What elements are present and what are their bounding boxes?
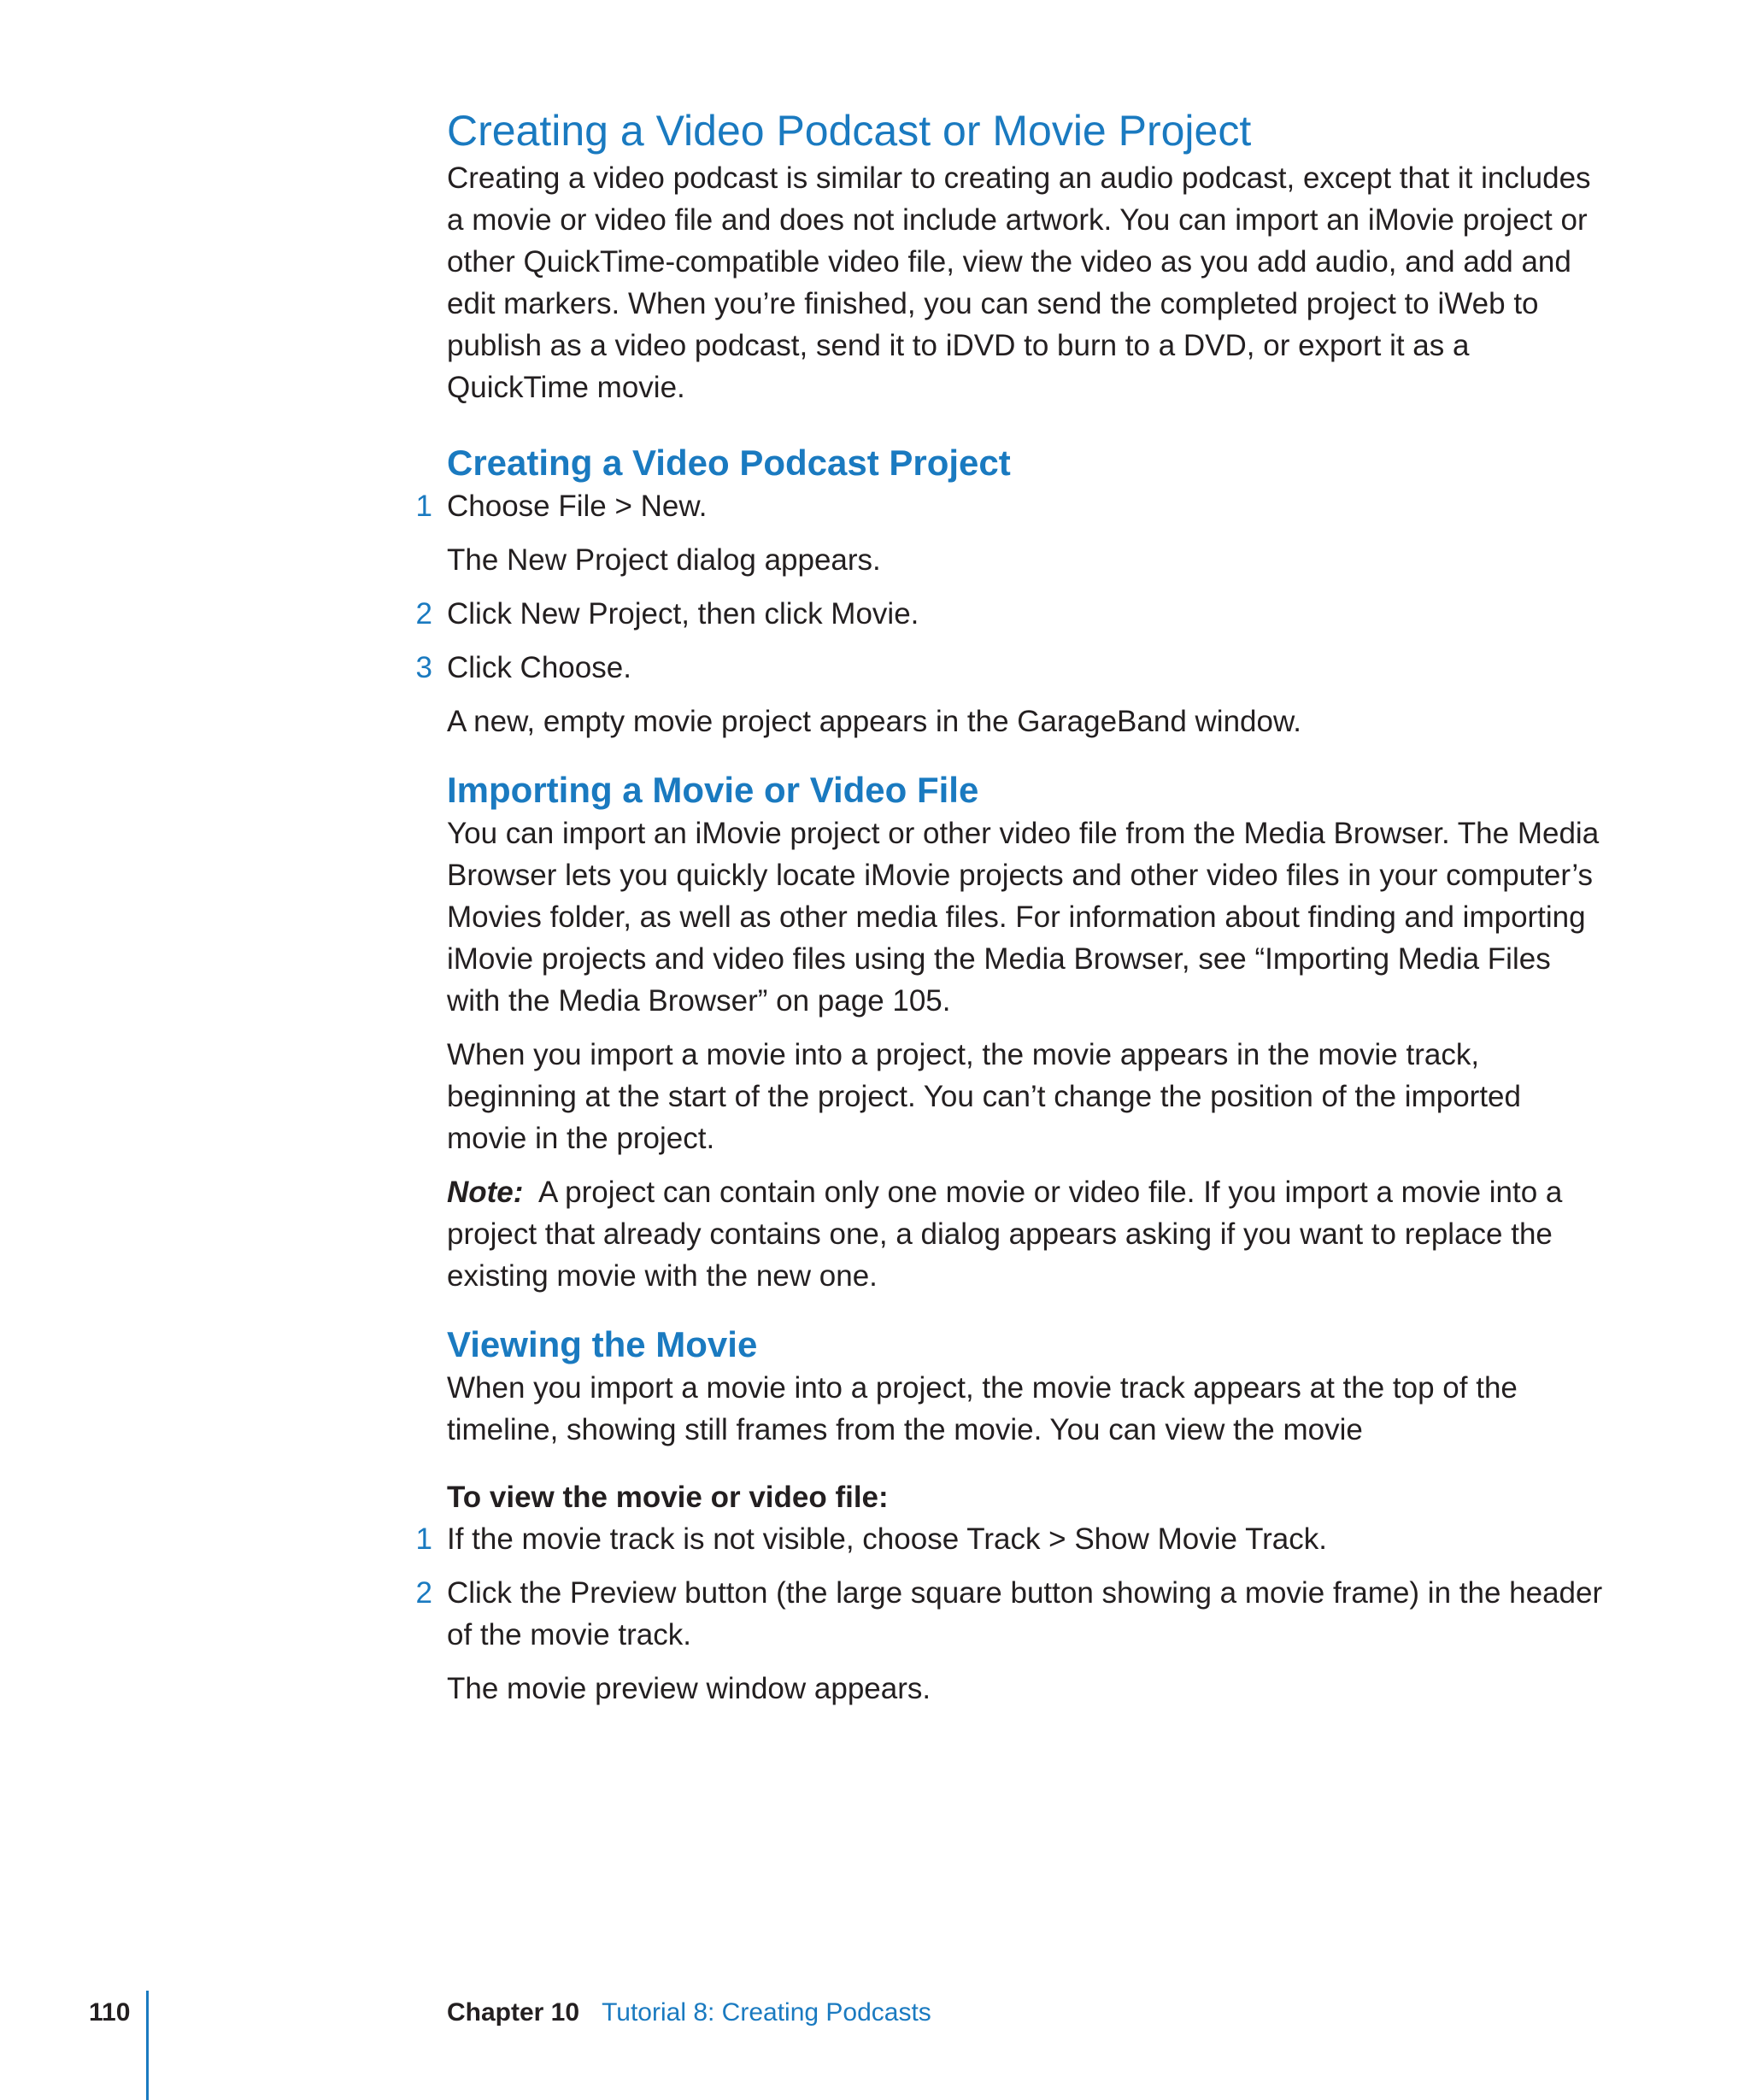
step-item (415, 647, 1609, 689)
content-column (415, 104, 1609, 1710)
step-number: 1 (415, 490, 432, 523)
step-text: Click New Project, then click Movie. (447, 597, 919, 631)
step-result: A new, empty movie project appears in the GarageBand window. (447, 705, 1302, 738)
import-paragraph: You can import an iMovie project or other video file from the Media Browser. The Media Browser lets you quickly locate iMovie projects and other video files in your computer’s Movies folder, as well as other media files. For information about finding and importing iMovie projects and video files using the Media Browser, see “Importing Media Files with the Media Browser” on page 105. (447, 817, 1600, 1018)
intro-paragraph: Creating a video podcast is similar to creating an audio podcast, except that it includes a movie or video file and does not include artwork. You can import an iMovie project or other QuickTime-compatible video file, view the video as you add audio, and add and edit markers. When you’re finished, you can send the completed project to iWeb to publish as a video podcast, send it to iDVD to burn to a DVD, or export it as a QuickTime movie. (447, 161, 1591, 404)
note-label: Note: (447, 1176, 524, 1209)
chapter-label: Chapter 10 (447, 1998, 580, 2027)
note-text: A project can contain only one movie or video file. If you import a movie into a project that already contains one, a dialog appears asking if you want to replace the existing movie with the new one. (447, 1176, 1563, 1293)
footer-chapter-line (447, 1996, 931, 2030)
task-label: To view the movie or video file: (447, 1481, 889, 1514)
note-paragraph (447, 1171, 1609, 1297)
page-title: Creating a Video Podcast or Movie Project (447, 107, 1252, 155)
step-number: 2 (415, 1576, 432, 1610)
import-paragraph: When you import a movie into a project, the movie appears in the movie track, beginning at the start of the project. You can’t change the position of the imported movie in the project. (447, 1038, 1521, 1155)
step-number: 2 (415, 597, 432, 631)
step-result: The movie preview window appears. (447, 1672, 931, 1705)
step-number: 3 (415, 651, 432, 684)
step-item (415, 485, 1609, 527)
step-item (415, 1572, 1609, 1656)
step-item (415, 593, 1609, 635)
step-text: Click the Preview button (the large square button showing a movie frame) in the header of the movie track. (447, 1576, 1603, 1651)
viewing-paragraph: When you import a movie into a project, the movie track appears at the top of the timeline, showing still frames from the movie. You can view the movie (447, 1371, 1518, 1446)
section-heading-create-project: Creating a Video Podcast Project (447, 443, 1011, 483)
footer-divider (146, 1991, 149, 2100)
step-text: If the movie track is not visible, choose Track > Show Movie Track. (447, 1522, 1327, 1556)
step-number: 1 (415, 1522, 432, 1556)
step-result: The New Project dialog appears. (447, 543, 881, 577)
chapter-title: Tutorial 8: Creating Podcasts (602, 1998, 931, 2027)
step-item (415, 1518, 1609, 1560)
section-heading-viewing: Viewing the Movie (447, 1324, 758, 1364)
page-number: 110 (89, 1998, 131, 2027)
section-heading-importing: Importing a Movie or Video File (447, 770, 979, 810)
step-text: Choose File > New. (447, 490, 708, 523)
step-text: Click Choose. (447, 651, 631, 684)
